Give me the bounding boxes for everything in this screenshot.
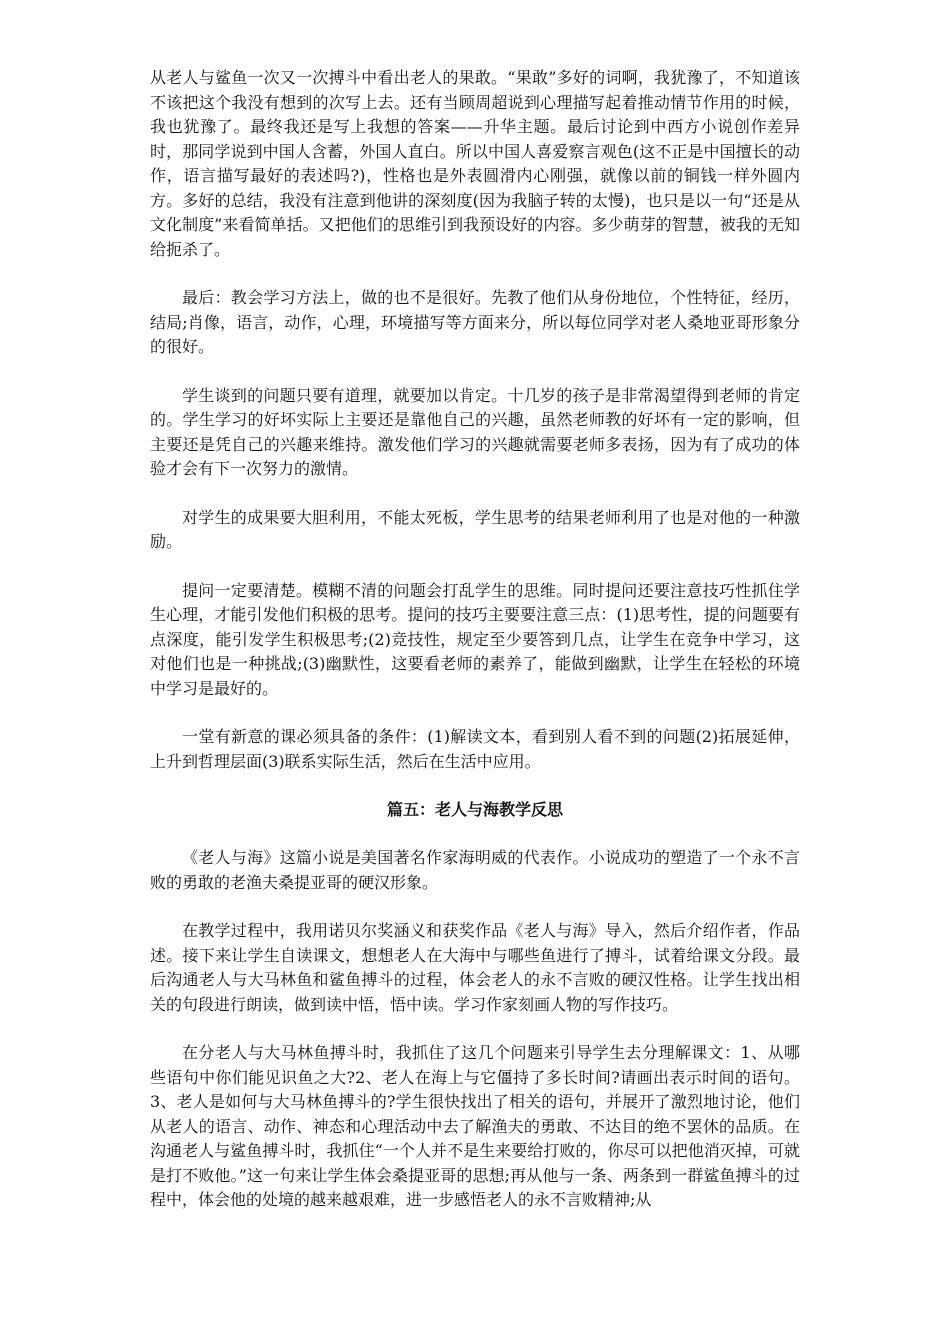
paragraph-9: 在分老人与大马林鱼搏斗时，我抓住了这几个问题来引导学生去分理解课文：1、从哪些语句中你们能见识鱼之大?2、老人在海上与它僵持了多长时间?请画出表示时间的语句。3、老人是如何与大马林鱼搏斗的?学生很快找出了相关的语句，并展开了激烈地讨论，他们从老人的语言、动作、神态和心理活动中去了解渔夫的勇敢、不达目的绝不罢休的品质。在沟通老人与鲨鱼搏斗时，我抓住“一个人并不是生来要给打败的，你尽可以把他消灭掉，可就是打不败他。”这一句来让学生体会桑提亚哥的思想;再从他与一条、两条到一群鲨鱼搏斗的过程中，体会他的处境的越来越艰难，进一步感悟老人的永不言败精神;从 (150, 1043, 800, 1209)
paragraph-4: 对学生的成果要大胆利用，不能太死板，学生思考的结果老师利用了也是对他的一种激励。 (150, 507, 800, 551)
paragraph-2: 最后：教会学习方法上，做的也不是很好。先教了他们从身份地位，个性特征，经历，结局;肖像，语言，动作，心理，环境描写等方面来分，所以每位同学对老人桑地亚哥形象分的很好。 (150, 288, 800, 356)
paragraph-6: 一堂有新意的课必须具备的条件：(1)解读文本，看到别人看不到的问题(2)拓展延伸，上升到哲理层面(3)联系实际生活，然后在生活中应用。 (150, 727, 800, 771)
paragraph-5: 提问一定要清楚。模糊不清的问题会打乱学生的思维。同时提问还要注意技巧性抓住学生心理，才能引发他们积极的思考。提问的技巧主要要注意三点：(1)思考性，提的问题要有点深度，能引发学生积极思考;(2)竞技性，规定至少要答到几点，让学生在竞争中学习，这对他们也是一种挑战;(3)幽默性，这要看老师的素养了，能做到幽默，让学生在轻松的环境中学习是最好的。 (150, 580, 800, 698)
section-heading: 篇五：老人与海教学反思 (386, 800, 563, 819)
paragraph-1: 从老人与鲨鱼一次又一次搏斗中看出老人的果敢。“果敢”多好的词啊，我犹豫了，不知道该不该把这个我没有想到的次写上去。还有当顾周超说到心理描写起着推动情节作用的时候， 我也犹豫了。最终我还是写上我想的答案——升华主题。最后讨论到中西方小说创作差异时，那同学说到中国人含蓄，外国人直白。所以中国人喜爱察言观色(这不正是中国擅长的动作，语言描写最好的表述吗?)，性格也是外表圆滑内心刚强，就像以前的铜钱一样外圆内方。多好的总结，我没有注意到他讲的深刻度(因为我脑子转的太慢)，也只是以一句“还是从文化制度”来看简单括。又把他们的思维引到我预设好的内容。多少萌芽的智慧，被我的无知给扼杀了。 (150, 68, 800, 259)
paragraph-8: 在教学过程中，我用诺贝尔奖涵义和获奖作品《老人与海》导入，然后介绍作者，作品述。接下来让学生自读课文，想想老人在大海中与哪些鱼进行了搏斗，试着给课文分段。最后沟通老人与大马林鱼和鲨鱼搏斗的过程，体会老人的永不言败的硬汉性格。让学生找出相关的句段进行朗读，做到读中悟，悟中读。学习作家刻画人物的写作技巧。 (150, 921, 800, 1014)
paragraph-3: 学生谈到的问题只要有道理，就要加以肯定。十几岁的孩子是非常渴望得到老师的肯定的。学生学习的好坏实际上主要还是靠他自己的兴趣，虽然老师教的好坏有一定的影响，但主要还是凭自己的兴趣来维持。激发他们学习的兴趣就需要老师多表扬，因为有了成功的体验才会有下一次努力的激情。 (150, 385, 800, 478)
paragraph-7: 《老人与海》这篇小说是美国著名作家海明威的代表作。小说成功的塑造了一个永不言败的勇敢的老渔夫桑提亚哥的硬汉形象。 (150, 848, 800, 892)
